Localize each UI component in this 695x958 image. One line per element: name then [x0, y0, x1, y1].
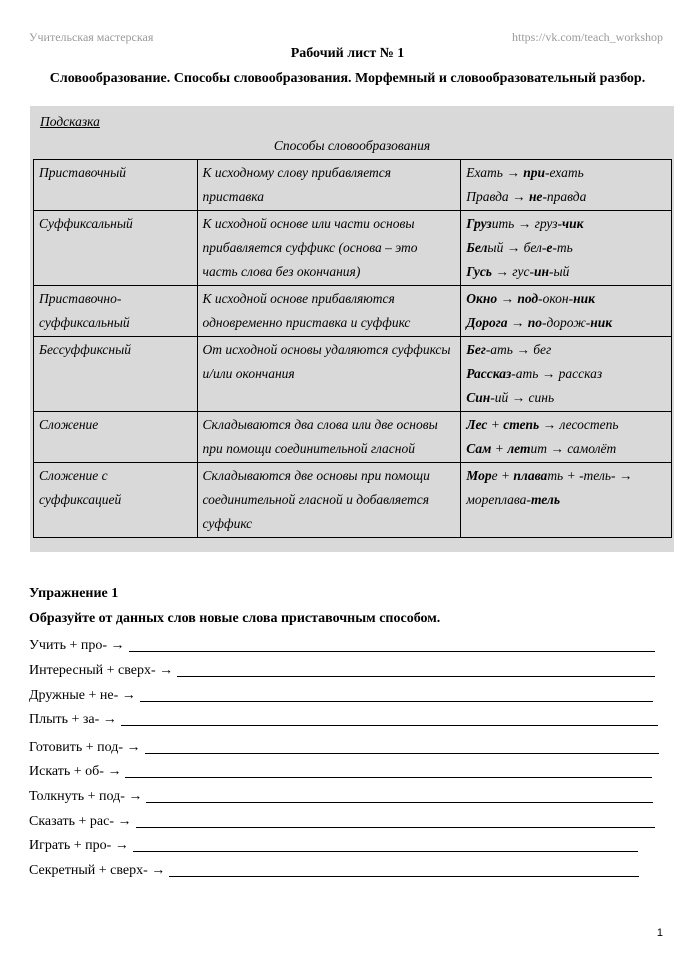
exercise-line [29, 684, 653, 704]
answer-blank[interactable] [125, 763, 652, 778]
example-item: Ехать → при-ехать [466, 165, 584, 180]
exercise-task: Образуйте от данных слов новые слова приставочным способом. [29, 611, 441, 626]
method-examples [461, 286, 672, 337]
method-description: Складываются две основы при помощи соединительной гласной и добавляется суффикс [197, 463, 461, 538]
example-item: Дорога → по-дорож-ник [466, 315, 613, 330]
exercise-line [29, 834, 638, 854]
method-examples [461, 211, 672, 286]
exercise-prompt: Секретный + сверх- → [29, 863, 166, 878]
example-item: Грузить → груз-чик [466, 216, 584, 231]
exercise-line [29, 859, 639, 879]
page-number: 1 [656, 927, 663, 939]
exercise-title: Упражнение 1 [29, 586, 119, 601]
table-row [34, 337, 672, 412]
answer-blank[interactable] [145, 739, 660, 754]
hint-table-caption: Способы словообразования [273, 138, 431, 153]
answer-blank[interactable] [177, 662, 655, 677]
example-item: Правда → не-правда [466, 189, 587, 204]
exercise-prompt: Готовить + под- → [29, 740, 141, 755]
table-row [34, 412, 672, 463]
example-item: Гусь → гус-ин-ый [466, 264, 570, 279]
answer-blank[interactable] [140, 687, 653, 702]
table-row [34, 160, 672, 211]
exercise-prompt: Плыть + за- → [29, 712, 117, 727]
exercise-line [29, 810, 655, 830]
method-name: Приставочно-суффиксальный [34, 286, 198, 337]
example-item: Окно → под-окон-ник [466, 291, 595, 306]
exercise-prompt: Учить + про- → [29, 638, 125, 653]
method-description: К исходному слову прибавляется приставка [197, 160, 461, 211]
method-description: Складываются два слова или две основы при помощи соединительной гласной [197, 412, 461, 463]
method-examples [461, 160, 672, 211]
exercise-prompt: Интересный + сверх- → [29, 663, 174, 678]
word-formation-table [33, 159, 672, 538]
example-item: Белый → бел-е-ть [466, 240, 573, 255]
exercise-line [29, 760, 652, 780]
method-description: К исходной основе или части основы прибавляется суффикс (основа – это часть слова без окончания) [197, 211, 461, 286]
table-row [34, 463, 672, 538]
answer-blank[interactable] [136, 813, 655, 828]
exercise-prompt: Играть + про- → [29, 838, 129, 853]
example-item: Море + плавать + -тель- → [466, 468, 633, 483]
method-examples [461, 412, 672, 463]
exercise-prompt: Сказать + рас- → [29, 814, 132, 829]
example-item: Рассказ-ать → рассказ [466, 366, 603, 381]
method-name: Суффиксальный [34, 211, 198, 286]
exercise-line [29, 659, 655, 679]
exercise-line [29, 785, 653, 805]
header-site-name: Учительская мастерская [29, 30, 154, 44]
method-name: Бессуффиксный [34, 337, 198, 412]
example-item: Син-ий → синь [466, 390, 555, 405]
method-examples [461, 337, 672, 412]
hint-box [30, 106, 674, 552]
example-item: Бег-ать → бег [466, 342, 552, 357]
example-item: мореплава-тель [466, 492, 561, 507]
exercise-line [29, 708, 658, 728]
answer-blank[interactable] [121, 711, 658, 726]
method-examples [461, 463, 672, 538]
answer-blank[interactable] [169, 862, 639, 877]
answer-blank[interactable] [129, 637, 656, 652]
exercise-line [29, 736, 659, 756]
method-name: Приставочный [34, 160, 198, 211]
method-name: Сложение [34, 412, 198, 463]
answer-blank[interactable] [146, 788, 653, 803]
exercise-line [29, 634, 655, 654]
worksheet-title: Рабочий лист № 1 [290, 46, 405, 61]
exercise-prompt: Толкнуть + под- → [29, 789, 143, 804]
answer-blank[interactable] [133, 837, 638, 852]
worksheet-subtitle: Словообразование. Способы словообразования. Морфемный и словообразовательный разбор. [49, 71, 646, 86]
table-row [34, 211, 672, 286]
example-item: Лес + степь → лесостепь [466, 417, 619, 432]
exercise-prompt: Дружные + не- → [29, 688, 136, 703]
exercise-prompt: Искать + об- → [29, 764, 122, 779]
header-url[interactable]: https://vk.com/teach_workshop [512, 30, 663, 44]
method-description: К исходной основе прибавляются одновременно приставка и суффикс [197, 286, 461, 337]
method-description: От исходной основы удаляются суффиксы и/или окончания [197, 337, 461, 412]
table-row [34, 286, 672, 337]
example-item: Сам + летит → самолёт [466, 441, 617, 456]
hint-label: Подсказка [40, 114, 100, 129]
method-name: Сложение с суффиксацией [34, 463, 198, 538]
